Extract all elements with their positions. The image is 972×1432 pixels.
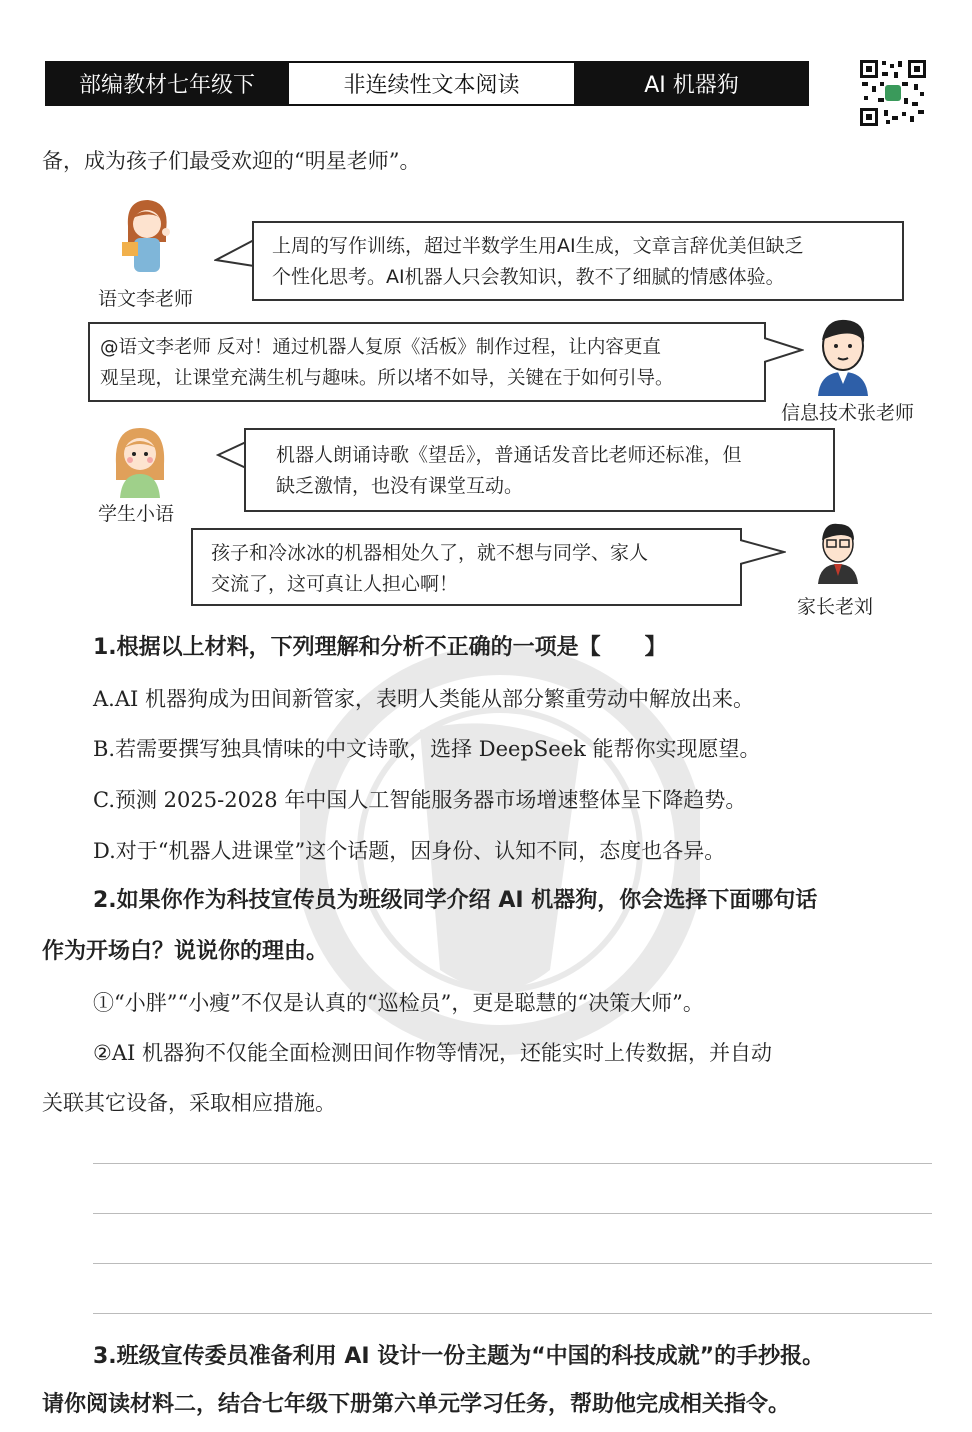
student-xiaoyu-avatar-icon: [110, 424, 170, 498]
speaker-name: 信息技术张老师: [781, 402, 915, 424]
bubble-tail: [216, 440, 246, 470]
qr-code[interactable]: [858, 58, 928, 128]
header-bar: [45, 61, 809, 106]
speech-bubble: [191, 528, 742, 606]
answer-line[interactable]: [93, 1263, 932, 1264]
q1-option-a[interactable]: A.AI 机器狗成为田间新管家，表明人类能从部分繁重劳动中解放出来。: [93, 687, 754, 711]
q1-option-c[interactable]: C.预测 2025-2028 年中国人工智能服务器市场增速整体呈下降趋势。: [93, 788, 747, 812]
teacher-li-avatar-icon: [118, 196, 176, 278]
q2-option-2: ②AI 机器狗不仅能全面检测田间作物等情况，还能实时上传数据，并自动: [93, 1041, 772, 1065]
q3-stem: 3.班级宣传委员准备利用 AI 设计一份主题为“中国的科技成就”的手抄报。: [93, 1344, 825, 1369]
bubble-tail: [764, 336, 804, 366]
speaker-name: 语文李老师: [98, 288, 194, 310]
q2-stem-cont: 作为开场白？说说你的理由。: [42, 939, 329, 964]
bubble-line: 缺乏激情，也没有课堂互动。: [276, 475, 524, 497]
answer-line[interactable]: [93, 1313, 932, 1314]
speaker-name: 家长老刘: [797, 596, 874, 618]
teacher-zhang-avatar-icon: [812, 314, 874, 396]
bubble-line: 个性化思考。AI机器人只会教知识，教不了细腻的情感体验。: [272, 266, 785, 288]
bubble-tail: [214, 238, 254, 268]
bubble-line: 孩子和冷冰冰的机器相处久了，就不想与同学、家人: [211, 542, 649, 564]
bubble-line: 交流了，这可真让人担心啊！: [211, 573, 459, 595]
header-textbook: 部编教材七年级下: [47, 63, 287, 104]
bubble-tail: [740, 538, 786, 566]
speaker-name: 学生小语: [98, 503, 175, 525]
q1-option-d[interactable]: D.对于“机器人进课堂”这个话题，因身份、认知不同，态度也各异。: [93, 839, 726, 863]
answer-line[interactable]: [93, 1163, 932, 1164]
q1-option-b[interactable]: B.若需要撰写独具情味的中文诗歌，选择 DeepSeek 能帮你实现愿望。: [93, 737, 761, 761]
q3-stem-cont: 请你阅读材料二，结合七年级下册第六单元学习任务，帮助他完成相关指令。: [42, 1392, 791, 1417]
header-topic: 非连续性文本阅读: [287, 63, 576, 104]
q2-stem: 2.如果你作为科技宣传员为班级同学介绍 AI 机器狗，你会选择下面哪句话: [93, 888, 818, 913]
bubble-line: 上周的写作训练，超过半数学生用AI生成，文章言辞优美但缺乏: [272, 235, 804, 257]
q2-option-1: ①“小胖”“小瘦”不仅是认真的“巡检员”，更是聪慧的“决策大师”。: [93, 991, 704, 1015]
answer-line[interactable]: [93, 1213, 932, 1214]
bubble-line: 观呈现，让课堂充满生机与趣味。所以堵不如导，关键在于如何引导。: [100, 368, 674, 389]
parent-liu-avatar-icon: [812, 520, 864, 584]
q1-stem: 1.根据以上材料，下列理解和分析不正确的一项是【 】: [93, 635, 667, 660]
header-title: AI 机器狗: [576, 63, 807, 104]
q2-option-2-cont: 关联其它设备，采取相应措施。: [42, 1091, 336, 1115]
bubble-line: @语文李老师 反对！通过机器人复原《活板》制作过程，让内容更直: [100, 337, 661, 358]
speech-bubble: [88, 322, 766, 402]
intro-line: 备，成为孩子们最受欢迎的“明星老师”。: [42, 149, 421, 173]
speech-bubble: [252, 221, 904, 301]
speech-bubble: [244, 428, 835, 512]
bubble-line: 机器人朗诵诗歌《望岳》，普通话发音比老师还标准，但: [276, 444, 742, 466]
